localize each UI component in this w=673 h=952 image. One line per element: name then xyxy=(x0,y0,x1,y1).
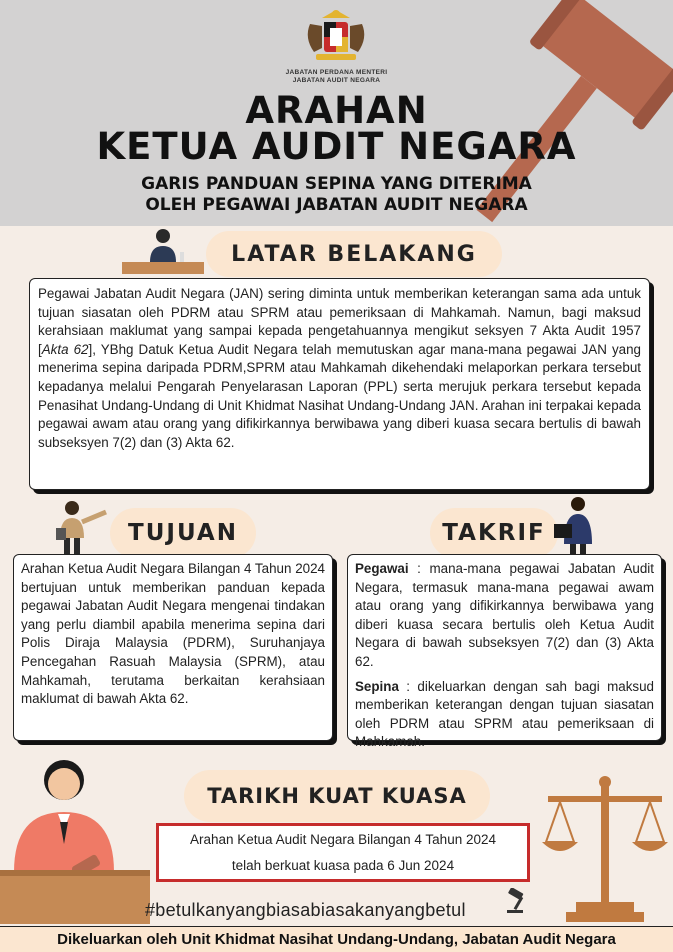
takrif-term-sepina: Sepina xyxy=(355,678,399,694)
takrif-sepina xyxy=(355,678,654,752)
takrif-term-pegawai: Pegawai xyxy=(355,561,409,576)
tarikh-kuat-kuasa-heading: TARIKH KUAT KUASA xyxy=(184,770,490,822)
tarikh-line-1: Arahan Ketua Audit Negara Bilangan 4 Tahun 2024 xyxy=(190,832,496,847)
department-line-2: JABATAN AUDIT NEGARA xyxy=(292,77,381,84)
tujuan-text: Arahan Ketua Audit Negara Bilangan 4 Tahun 2024 bertujuan untuk memberikan panduan kepada pegawai Jabatan Audit Negara mengenai tindakan yang perlu diambil apabila menerima sepina dari Polis Diraja Malaysia (PDRM), Suruhanjaya Pencegahan Rasuah Malaysia (SPRM), atau Mahkamah, terutama berkaitan kerahsiaan maklumat di bawah Akta 62. xyxy=(21,561,325,707)
title-line-2: KETUA AUDIT NEGARA xyxy=(96,125,577,168)
latar-belakang-italic: Akta 62 xyxy=(41,341,89,357)
man-presenting-illustration xyxy=(50,498,114,558)
latar-belakang-text-1: Pegawai Jabatan Audit Negara (JAN) sering diminta untuk memberikan keterangan sama ada untuk tujuan siasatan oleh PDRM atau SPRM atau pemeriksaan di Mahkamah. Namun, bagi maksud kerahsiaan maklumat yang sampai kepada pengetahuannya mengikut seksyen 7 Akta Audit 1957 [ xyxy=(38,286,641,357)
footer-text: Dikeluarkan oleh Unit Khidmat Nasihat Undang-Undang, Jabatan Audit Negara xyxy=(57,931,616,948)
tarikh-line-2: telah berkuat kuasa pada 6 Jun 2024 xyxy=(231,858,455,873)
latar-belakang-heading: LATAR BELAKANG xyxy=(206,231,502,277)
latar-belakang-box xyxy=(29,278,650,490)
tujuan-heading: TUJUAN xyxy=(110,508,256,558)
department-line-1: JABATAN PERDANA MENTERI xyxy=(285,69,388,76)
office-worker-illustration xyxy=(120,224,206,276)
tujuan-box xyxy=(13,554,333,741)
judge-illustration xyxy=(0,752,150,924)
malaysia-coat-of-arms-icon xyxy=(300,8,372,66)
man-reading-illustration xyxy=(550,494,602,556)
takrif-box xyxy=(347,554,662,750)
subtitle-line-2: OLEH PEGAWAI JABATAN AUDIT NEGARA xyxy=(145,195,528,215)
title-line-1: ARAHAN xyxy=(245,89,428,132)
tarikh-kuat-kuasa-box xyxy=(156,823,530,882)
header xyxy=(0,0,673,226)
takrif-def-pegawai: : mana-mana pegawai Jabatan Audit Negara, termasuk mana-mana pegawai awam atau orang yang difikirkannya berwibawa yang diberi kuasa secara bertulis oleh Ketua Audit Negara di bawah subseksyen 7(2) dan (3) Akta 62. xyxy=(355,561,654,669)
takrif-pegawai xyxy=(355,560,654,672)
subtitle-line-1: GARIS PANDUAN SEPINA YANG DITERIMA xyxy=(141,174,532,194)
hashtag: #betulkanyangbiasabiasakanyangbetul xyxy=(145,900,466,920)
small-gavel-icon xyxy=(505,888,531,914)
scale-of-justice-icon xyxy=(540,770,670,924)
takrif-heading: TAKRIF xyxy=(430,508,558,558)
takrif-def-sepina: : dikeluarkan dengan sah bagi maksud memberikan keterangan dengan tujuan siasatan oleh PDRM atau SPRM atau pemeriksaan di Mahkamah. xyxy=(355,678,654,750)
latar-belakang-text-2: ], YBhg Datuk Ketua Audit Negara telah memutuskan agar mana-mana pegawai JAN yang menerima sepina daripada PDRM,SPRM atau Mahkamah dikehendaki melaporkan perkara tersebut kepadanya melalui Pengarah Penyelarasan Laporan (PPL) serta merujuk perkara tersebut kepada Penasihat Undang-Undang di Unit Khidmat Nasihat Undang-Undang JAN. Arahan ini terpakai kepada pegawai awam atau orang yang difikirkannya berwibawa yang diberi kuasa secara bertulis di bawah subseksyen 7(2) dan (3) Akta 62. xyxy=(38,341,641,450)
footer xyxy=(0,926,673,952)
